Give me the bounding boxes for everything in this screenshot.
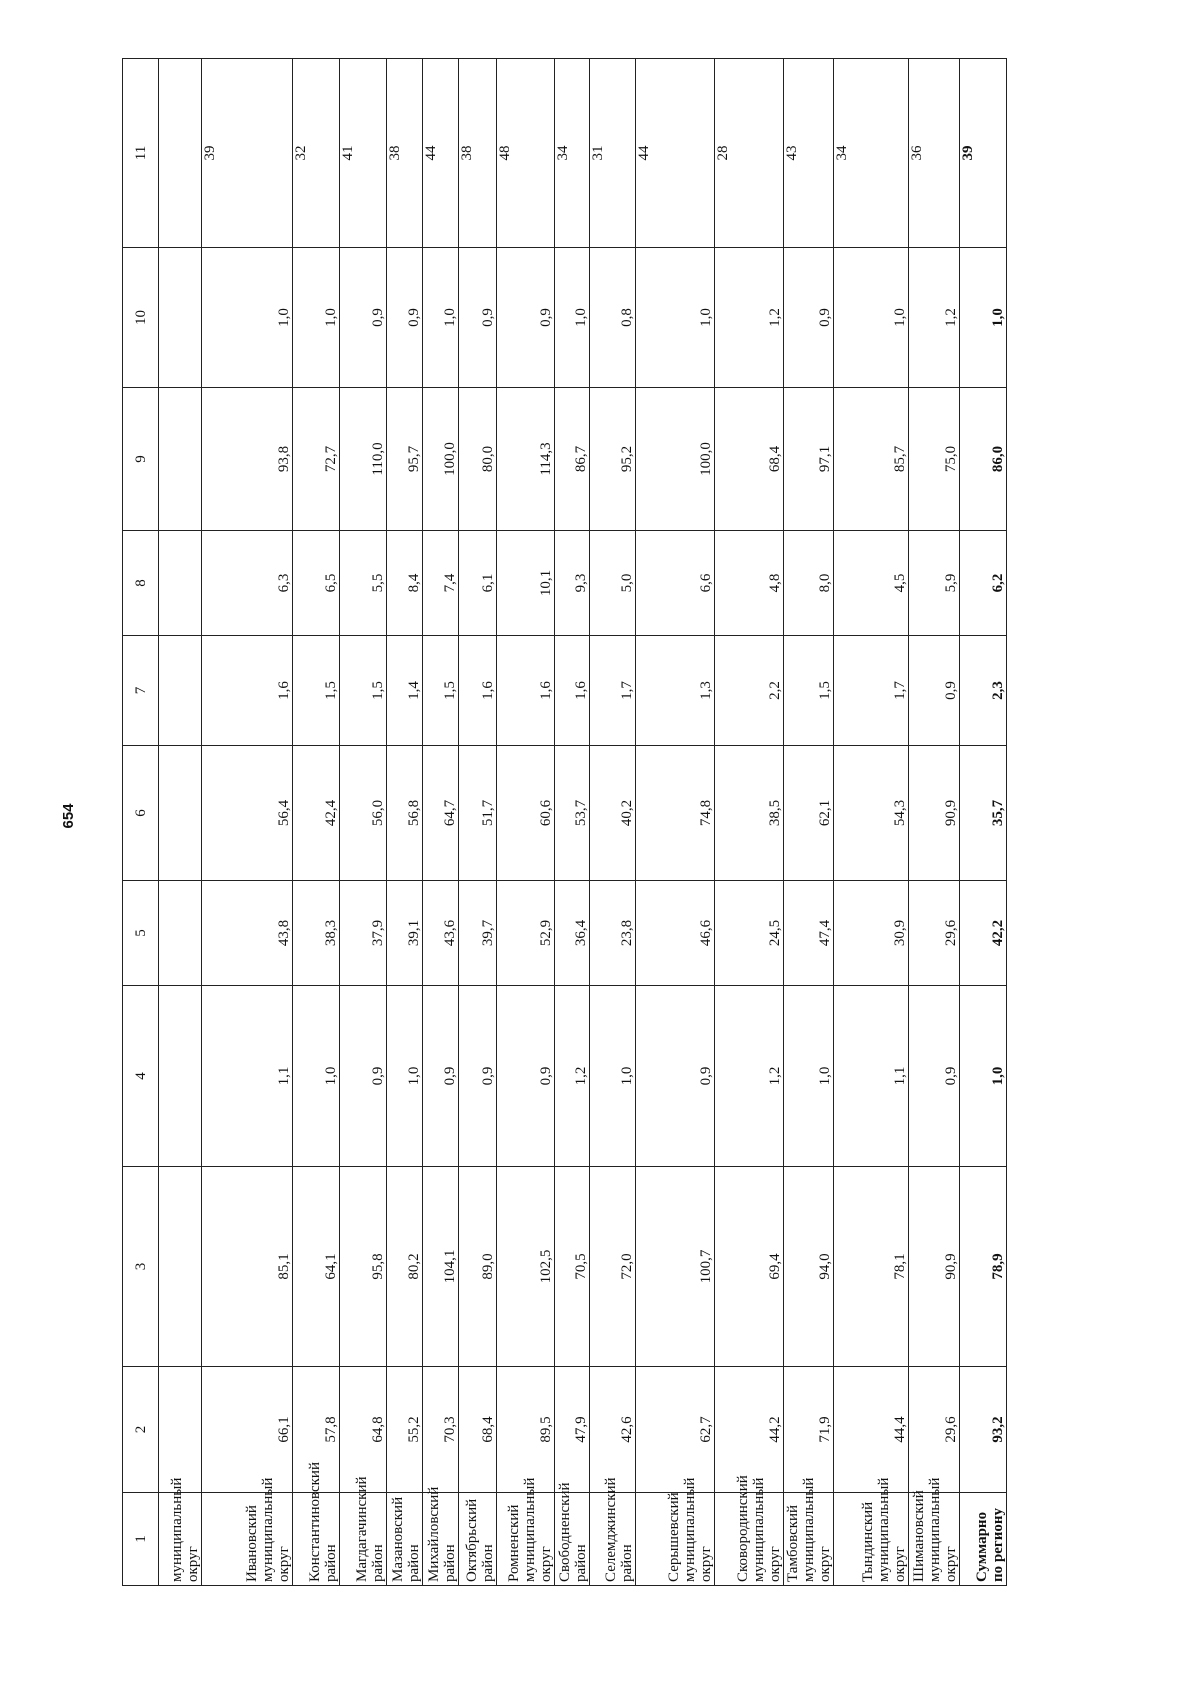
value-cell <box>159 59 202 248</box>
value-cell: 0,9 <box>909 636 959 746</box>
value-cell: 0,9 <box>459 986 496 1167</box>
value-cell: 1,1 <box>834 986 909 1167</box>
value-cell: 23,8 <box>590 881 636 986</box>
district-name-cell: Мазановский район <box>387 1493 423 1586</box>
table-row <box>909 59 959 1586</box>
value-cell: 1,0 <box>590 986 636 1167</box>
value-cell: 42,6 <box>590 1367 636 1493</box>
total-value-cell: 6,2 <box>959 531 1006 636</box>
value-cell: 6,1 <box>459 531 496 636</box>
value-cell: 38,3 <box>292 881 339 986</box>
value-cell: 46,6 <box>636 881 714 986</box>
header-cell: 2 <box>123 1367 159 1493</box>
value-cell: 85,1 <box>202 1167 293 1367</box>
table-row <box>783 59 833 1586</box>
value-cell: 39 <box>202 59 293 248</box>
value-cell: 64,8 <box>340 1367 387 1493</box>
value-cell: 69,4 <box>714 1167 783 1367</box>
value-cell: 1,0 <box>387 986 423 1167</box>
value-cell: 94,0 <box>783 1167 833 1367</box>
table-row <box>202 59 293 1586</box>
total-value-cell: 2,3 <box>959 636 1006 746</box>
district-name-cell: Свободненский район <box>555 1493 590 1586</box>
value-cell: 41 <box>340 59 387 248</box>
total-label-cell: Суммарно по региону <box>959 1493 1006 1586</box>
total-value-cell: 86,0 <box>959 388 1006 531</box>
value-cell: 90,9 <box>909 746 959 881</box>
value-cell: 38 <box>387 59 423 248</box>
value-cell: 102,5 <box>496 1167 555 1367</box>
district-name-cell: Октябрьский район <box>459 1493 496 1586</box>
value-cell: 1,7 <box>590 636 636 746</box>
value-cell: 29,6 <box>909 1367 959 1493</box>
total-value-cell: 93,2 <box>959 1367 1006 1493</box>
value-cell: 60,6 <box>496 746 555 881</box>
value-cell: 43,6 <box>423 881 459 986</box>
value-cell: 34 <box>834 59 909 248</box>
value-cell: 95,2 <box>590 388 636 531</box>
value-cell: 6,3 <box>202 531 293 636</box>
value-cell: 24,5 <box>714 881 783 986</box>
value-cell: 1,5 <box>340 636 387 746</box>
value-cell: 68,4 <box>459 1367 496 1493</box>
value-cell: 75,0 <box>909 388 959 531</box>
value-cell: 42,4 <box>292 746 339 881</box>
value-cell: 1,6 <box>202 636 293 746</box>
table-row <box>636 59 714 1586</box>
value-cell: 1,1 <box>202 986 293 1167</box>
data-table <box>122 58 1007 1586</box>
value-cell: 1,5 <box>783 636 833 746</box>
value-cell: 95,8 <box>340 1167 387 1367</box>
table-row <box>423 59 459 1586</box>
value-cell: 30,9 <box>834 881 909 986</box>
value-cell: 71,9 <box>783 1367 833 1493</box>
value-cell: 1,2 <box>714 248 783 388</box>
value-cell: 0,9 <box>340 986 387 1167</box>
value-cell: 97,1 <box>783 388 833 531</box>
value-cell <box>159 636 202 746</box>
value-cell: 2,2 <box>714 636 783 746</box>
value-cell: 5,5 <box>340 531 387 636</box>
value-cell: 32 <box>292 59 339 248</box>
header-cell: 5 <box>123 881 159 986</box>
value-cell <box>159 248 202 388</box>
total-value-cell: 35,7 <box>959 746 1006 881</box>
value-cell: 44,2 <box>714 1367 783 1493</box>
table-row <box>590 59 636 1586</box>
table-row <box>555 59 590 1586</box>
value-cell: 1,0 <box>783 986 833 1167</box>
value-cell: 89,0 <box>459 1167 496 1367</box>
table-body <box>123 59 1007 1586</box>
value-cell: 36,4 <box>555 881 590 986</box>
value-cell: 47,4 <box>783 881 833 986</box>
value-cell <box>159 531 202 636</box>
value-cell: 40,2 <box>590 746 636 881</box>
value-cell: 43,8 <box>202 881 293 986</box>
district-name-cell: муниципальный округ <box>159 1493 202 1586</box>
value-cell: 5,0 <box>590 531 636 636</box>
value-cell: 80,2 <box>387 1167 423 1367</box>
value-cell: 44,4 <box>834 1367 909 1493</box>
value-cell: 0,9 <box>496 986 555 1167</box>
total-row <box>959 59 1006 1586</box>
table-row <box>292 59 339 1586</box>
total-value-cell: 78,9 <box>959 1167 1006 1367</box>
header-row <box>123 59 159 1586</box>
value-cell: 85,7 <box>834 388 909 531</box>
header-cell: 8 <box>123 531 159 636</box>
value-cell: 8,0 <box>783 531 833 636</box>
value-cell: 100,7 <box>636 1167 714 1367</box>
value-cell: 51,7 <box>459 746 496 881</box>
value-cell: 39,7 <box>459 881 496 986</box>
value-cell: 1,0 <box>834 248 909 388</box>
value-cell: 47,9 <box>555 1367 590 1493</box>
value-cell: 34 <box>555 59 590 248</box>
district-name-cell: Сковородинский муниципальный округ <box>714 1493 783 1586</box>
value-cell: 100,0 <box>423 388 459 531</box>
value-cell: 66,1 <box>202 1367 293 1493</box>
value-cell: 0,9 <box>459 248 496 388</box>
header-cell: 3 <box>123 1167 159 1367</box>
header-cell: 7 <box>123 636 159 746</box>
value-cell: 52,9 <box>496 881 555 986</box>
value-cell: 29,6 <box>909 881 959 986</box>
value-cell <box>159 1367 202 1493</box>
total-value-cell: 1,0 <box>959 986 1006 1167</box>
value-cell: 104,1 <box>423 1167 459 1367</box>
value-cell: 72,7 <box>292 388 339 531</box>
value-cell: 0,9 <box>496 248 555 388</box>
table-row <box>340 59 387 1586</box>
value-cell: 93,8 <box>202 388 293 531</box>
value-cell: 4,5 <box>834 531 909 636</box>
value-cell: 48 <box>496 59 555 248</box>
value-cell: 110,0 <box>340 388 387 531</box>
value-cell: 0,9 <box>387 248 423 388</box>
district-name-cell: Тындинский муниципальный округ <box>834 1493 909 1586</box>
value-cell: 1,0 <box>292 248 339 388</box>
header-cell: 6 <box>123 746 159 881</box>
district-name-cell: Серышевский муниципальный округ <box>636 1493 714 1586</box>
value-cell: 56,4 <box>202 746 293 881</box>
value-cell: 55,2 <box>387 1367 423 1493</box>
value-cell: 57,8 <box>292 1367 339 1493</box>
total-value-cell: 1,0 <box>959 248 1006 388</box>
value-cell: 39,1 <box>387 881 423 986</box>
value-cell: 1,7 <box>834 636 909 746</box>
table-row <box>834 59 909 1586</box>
value-cell: 1,3 <box>636 636 714 746</box>
value-cell: 1,6 <box>496 636 555 746</box>
value-cell: 4,8 <box>714 531 783 636</box>
value-cell: 114,3 <box>496 388 555 531</box>
value-cell: 54,3 <box>834 746 909 881</box>
district-name-cell: Ивановский муниципальный округ <box>202 1493 293 1586</box>
value-cell: 44 <box>423 59 459 248</box>
value-cell: 72,0 <box>590 1167 636 1367</box>
value-cell: 0,8 <box>590 248 636 388</box>
value-cell: 1,0 <box>202 248 293 388</box>
district-name-cell: Тамбовский муниципальный округ <box>783 1493 833 1586</box>
value-cell: 62,1 <box>783 746 833 881</box>
value-cell: 0,9 <box>423 986 459 1167</box>
district-name-cell: Магдагачинский район <box>340 1493 387 1586</box>
value-cell: 28 <box>714 59 783 248</box>
table-row <box>159 59 202 1586</box>
district-name-cell: Селемджинский район <box>590 1493 636 1586</box>
value-cell: 8,4 <box>387 531 423 636</box>
value-cell: 95,7 <box>387 388 423 531</box>
value-cell: 31 <box>590 59 636 248</box>
value-cell: 10,1 <box>496 531 555 636</box>
value-cell: 6,6 <box>636 531 714 636</box>
value-cell <box>159 881 202 986</box>
value-cell <box>159 1167 202 1367</box>
value-cell <box>159 986 202 1167</box>
value-cell: 70,3 <box>423 1367 459 1493</box>
value-cell: 38 <box>459 59 496 248</box>
value-cell: 100,0 <box>636 388 714 531</box>
value-cell: 1,5 <box>292 636 339 746</box>
value-cell: 0,9 <box>909 986 959 1167</box>
value-cell: 1,4 <box>387 636 423 746</box>
value-cell: 80,0 <box>459 388 496 531</box>
value-cell: 64,7 <box>423 746 459 881</box>
header-cell: 10 <box>123 248 159 388</box>
header-cell: 1 <box>123 1493 159 1586</box>
value-cell: 90,9 <box>909 1167 959 1367</box>
value-cell: 0,9 <box>783 248 833 388</box>
district-name-cell: Шимановский муниципальный округ <box>909 1493 959 1586</box>
table-row <box>459 59 496 1586</box>
value-cell: 37,9 <box>340 881 387 986</box>
total-value-cell: 39 <box>959 59 1006 248</box>
value-cell: 1,0 <box>423 248 459 388</box>
value-cell: 44 <box>636 59 714 248</box>
value-cell: 56,8 <box>387 746 423 881</box>
value-cell: 43 <box>783 59 833 248</box>
district-name-cell: Ромненский муниципальный округ <box>496 1493 555 1586</box>
value-cell: 56,0 <box>340 746 387 881</box>
total-value-cell: 42,2 <box>959 881 1006 986</box>
table-row <box>496 59 555 1586</box>
value-cell: 38,5 <box>714 746 783 881</box>
value-cell: 1,0 <box>292 986 339 1167</box>
value-cell: 1,0 <box>636 248 714 388</box>
value-cell: 1,6 <box>459 636 496 746</box>
value-cell: 0,9 <box>636 986 714 1167</box>
page-number: 654 <box>60 803 77 829</box>
value-cell: 62,7 <box>636 1367 714 1493</box>
table-row <box>714 59 783 1586</box>
value-cell: 1,2 <box>555 986 590 1167</box>
value-cell: 1,6 <box>555 636 590 746</box>
value-cell: 78,1 <box>834 1167 909 1367</box>
header-cell: 4 <box>123 986 159 1167</box>
value-cell: 53,7 <box>555 746 590 881</box>
rotated-table-container <box>122 59 1007 1586</box>
district-name-cell: Михайловский район <box>423 1493 459 1586</box>
value-cell: 1,2 <box>714 986 783 1167</box>
value-cell: 5,9 <box>909 531 959 636</box>
header-cell: 9 <box>123 388 159 531</box>
value-cell <box>159 388 202 531</box>
value-cell: 70,5 <box>555 1167 590 1367</box>
value-cell: 0,9 <box>340 248 387 388</box>
value-cell: 74,8 <box>636 746 714 881</box>
value-cell: 86,7 <box>555 388 590 531</box>
value-cell <box>159 746 202 881</box>
value-cell: 89,5 <box>496 1367 555 1493</box>
table-row <box>387 59 423 1586</box>
value-cell: 7,4 <box>423 531 459 636</box>
value-cell: 1,5 <box>423 636 459 746</box>
header-cell: 11 <box>123 59 159 248</box>
value-cell: 1,2 <box>909 248 959 388</box>
value-cell: 1,0 <box>555 248 590 388</box>
value-cell: 64,1 <box>292 1167 339 1367</box>
value-cell: 36 <box>909 59 959 248</box>
district-name-cell: Константиновский район <box>292 1493 339 1586</box>
value-cell: 9,3 <box>555 531 590 636</box>
value-cell: 6,5 <box>292 531 339 636</box>
value-cell: 68,4 <box>714 388 783 531</box>
